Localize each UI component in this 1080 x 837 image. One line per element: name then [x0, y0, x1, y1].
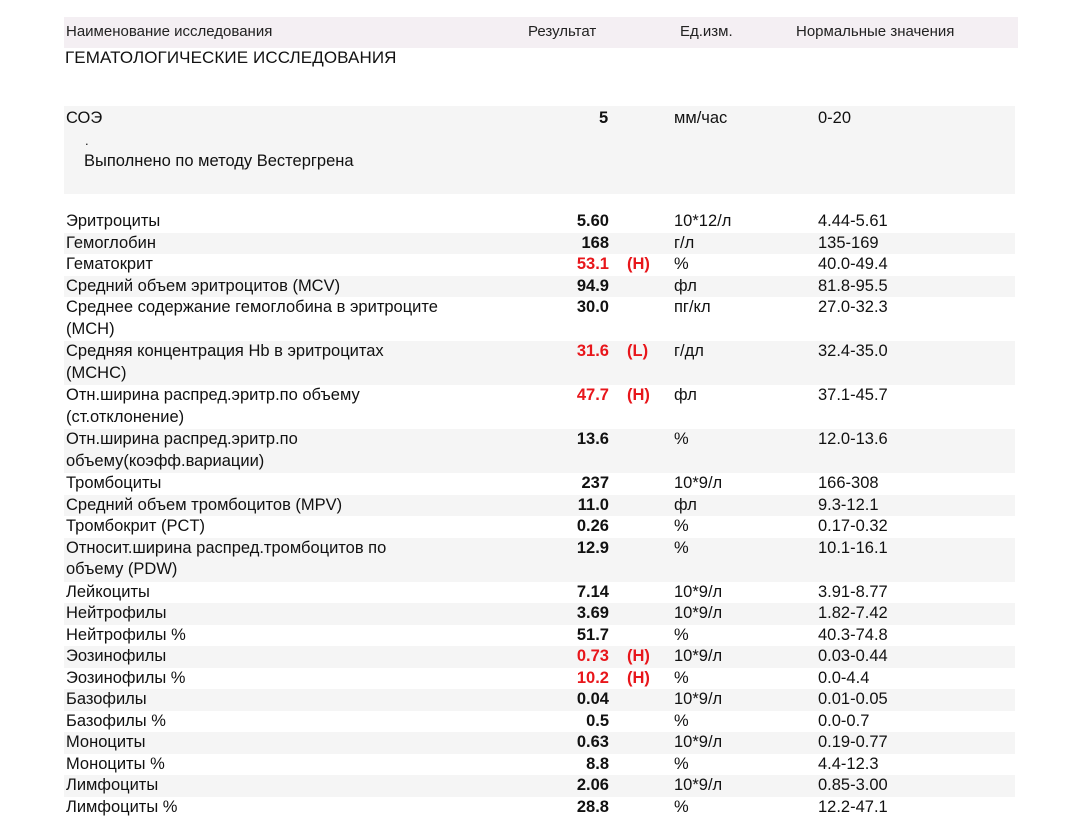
table-row	[64, 254, 1015, 276]
row-result: 168	[581, 233, 609, 252]
row-ref: 81.8-95.5	[818, 276, 888, 295]
row-result: 31.6	[576, 342, 609, 360]
row-name: Лимфоциты	[66, 776, 159, 794]
row-result: 0.73	[576, 647, 609, 665]
table-row	[64, 689, 1015, 711]
table-row	[64, 233, 1015, 255]
table-row	[64, 582, 1015, 604]
table-row	[64, 385, 1015, 429]
row-name: Средний объем эритроцитов (MCV)	[66, 276, 341, 295]
row-ref: 37.1-45.7	[818, 386, 888, 404]
row-ref: 10.1-16.1	[818, 538, 888, 557]
row-ref: 0.0-0.7	[818, 711, 870, 730]
row-unit: 10*9/л	[674, 604, 723, 622]
section-title: ГЕМАТОЛОГИЧЕСКИЕ ИССЛЕДОВАНИЯ	[65, 48, 397, 67]
row-result: 237	[581, 474, 609, 492]
row-name: Эозинофилы	[66, 647, 167, 665]
row-unit: 10*9/л	[674, 647, 723, 665]
row-name: Моноциты	[66, 733, 146, 751]
table-row	[64, 516, 1015, 538]
table-row	[64, 732, 1015, 754]
table-row	[64, 538, 1015, 582]
table-row	[64, 429, 1015, 473]
table-row	[64, 797, 1015, 819]
soe-unit: мм/час	[674, 109, 728, 127]
row-result: 11.0	[577, 495, 609, 514]
row-ref: 40.0-49.4	[818, 255, 888, 273]
row-unit: 10*9/л	[674, 474, 723, 492]
row-name: Тромбоциты	[66, 474, 162, 492]
row-result: 5.60	[576, 212, 609, 230]
row-unit: %	[674, 668, 689, 687]
table-row	[64, 276, 1015, 298]
row-ref: 27.0-32.3	[818, 298, 888, 316]
row-result: 3.69	[576, 604, 609, 622]
row-result: 28.8	[576, 797, 609, 816]
row-ref: 32.4-35.0	[818, 342, 888, 360]
row-result: 10.2	[576, 668, 609, 687]
row-result: 12.9	[576, 538, 609, 557]
row-flag: (L)	[627, 342, 649, 360]
row-unit: %	[674, 797, 689, 816]
row-name: Моноциты %	[66, 754, 165, 773]
table-row	[64, 625, 1015, 647]
row-ref: 0.17-0.32	[818, 517, 888, 535]
row-ref: 0.0-4.4	[818, 668, 870, 687]
row-ref: 0.01-0.05	[818, 690, 888, 708]
row-ref: 0.19-0.77	[818, 733, 888, 751]
row-ref: 4.44-5.61	[818, 212, 888, 230]
row-flag: (H)	[627, 255, 650, 273]
row-name: Тромбокрит (PCT)	[66, 517, 206, 535]
table-row	[64, 711, 1015, 733]
row-unit: %	[674, 538, 689, 557]
row-unit: 10*9/л	[674, 582, 723, 601]
row-unit: %	[674, 754, 689, 773]
table-header	[64, 17, 1018, 48]
row-result: 30.0	[576, 298, 609, 316]
row-name: Базофилы %	[66, 711, 166, 730]
row-unit: г/л	[674, 233, 695, 252]
row-result: 0.63	[576, 733, 609, 751]
row-ref: 3.91-8.77	[818, 582, 888, 601]
row-unit: %	[674, 517, 689, 535]
row-result: 2.06	[576, 776, 609, 794]
table-row	[64, 603, 1015, 625]
soe-note: Выполнено по методу Вестергрена	[84, 152, 354, 170]
row-name: Средняя концентрация Hb в эритроцитах (MCHC)	[66, 342, 384, 382]
row-result: 0.04	[576, 690, 609, 708]
header-ref: Нормальные значения	[796, 23, 955, 40]
row-ref: 9.3-12.1	[818, 495, 879, 514]
row-ref: 4.4-12.3	[818, 754, 879, 773]
header-result: Результат	[528, 23, 597, 40]
row-result: 7.14	[576, 582, 609, 601]
row-unit: г/дл	[674, 342, 704, 360]
table-row	[64, 646, 1015, 668]
row-unit: 10*9/л	[674, 733, 723, 751]
row-result: 13.6	[576, 430, 609, 448]
row-result: 51.7	[576, 625, 609, 644]
table-row	[64, 775, 1015, 797]
row-name: Среднее содержание гемоглобина в эритроците (MCH)	[66, 298, 438, 338]
row-result: 94.9	[576, 276, 609, 295]
soe-ref: 0-20	[818, 109, 852, 127]
soe-result: 5	[599, 109, 609, 127]
table-row	[64, 341, 1015, 385]
row-name: Базофилы	[66, 690, 147, 708]
table-row	[64, 297, 1015, 341]
row-result: 47.7	[576, 386, 609, 404]
row-name: Эритроциты	[66, 212, 161, 230]
table-row	[64, 211, 1015, 233]
row-name: Эозинофилы %	[66, 668, 186, 687]
row-flag: (H)	[627, 386, 650, 404]
row-unit: %	[674, 430, 689, 448]
row-unit: фл	[674, 386, 697, 404]
row-name: Гематокрит	[66, 255, 153, 273]
table-row	[64, 668, 1015, 690]
row-name: Гемоглобин	[66, 233, 156, 252]
row-ref: 1.82-7.42	[818, 604, 888, 622]
row-name: Относит.ширина распред.тромбоцитов по объему (PDW)	[66, 538, 387, 578]
row-ref: 0.03-0.44	[818, 647, 888, 665]
row-result: 0.5	[586, 711, 609, 730]
row-name: Лимфоциты %	[66, 797, 178, 816]
header-unit: Ед.изм.	[680, 23, 733, 40]
row-ref: 40.3-74.8	[818, 625, 888, 644]
row-name: Нейтрофилы %	[66, 625, 186, 644]
row-name: Нейтрофилы	[66, 604, 167, 622]
row-name: Отн.ширина распред.эритр.по объему (ст.отклонение)	[66, 386, 360, 426]
soe-dot: .	[85, 133, 89, 148]
row-ref: 135-169	[818, 233, 879, 252]
row-ref: 0.85-3.00	[818, 776, 888, 794]
row-name: Лейкоциты	[66, 582, 150, 601]
row-unit: 10*9/л	[674, 690, 723, 708]
row-unit: фл	[674, 495, 697, 514]
soe-block	[64, 106, 1015, 194]
row-result: 53.1	[576, 255, 609, 273]
row-result: 0.26	[576, 517, 609, 535]
row-unit: %	[674, 625, 689, 644]
row-unit: 10*12/л	[674, 212, 732, 230]
row-name: Отн.ширина распред.эритр.по объему(коэфф.вариации)	[66, 430, 298, 470]
row-unit: %	[674, 255, 689, 273]
row-unit: пг/кл	[674, 298, 711, 316]
soe-name: СОЭ	[66, 109, 103, 127]
row-result: 8.8	[586, 754, 609, 773]
row-unit: %	[674, 711, 689, 730]
row-ref: 12.0-13.6	[818, 430, 888, 448]
row-flag: (H)	[627, 647, 650, 665]
row-ref: 166-308	[818, 474, 879, 492]
table-row	[64, 473, 1015, 495]
row-unit: фл	[674, 276, 697, 295]
table-row	[64, 754, 1015, 776]
row-flag: (H)	[627, 668, 650, 687]
header-name: Наименование исследования	[66, 23, 273, 40]
table-row	[64, 495, 1015, 517]
row-name: Средний объем тромбоцитов (MPV)	[66, 495, 343, 514]
row-ref: 12.2-47.1	[818, 797, 888, 816]
row-unit: 10*9/л	[674, 776, 723, 794]
